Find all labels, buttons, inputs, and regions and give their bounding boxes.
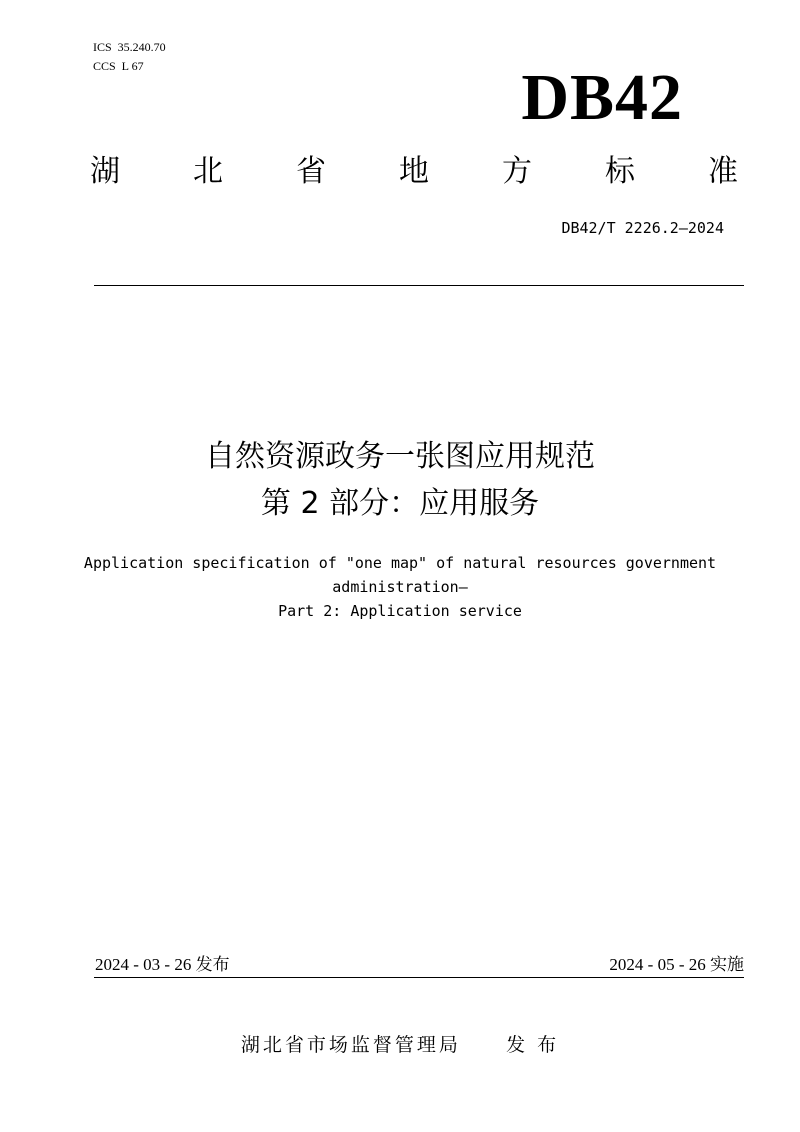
issue-date: 2024 - 03 - 26 发布 [95, 955, 230, 974]
ics-code: ICS 35.240.70 [93, 40, 166, 54]
standard-type-char: 省 [296, 154, 326, 189]
chinese-title-line-1: 自然资源政务一张图应用规范 [205, 439, 595, 474]
standard-number: DB42/T 2226.2—2024 [561, 219, 724, 237]
english-title-line-3: Part 2: Application service [278, 602, 522, 620]
standard-type-char: 标 [605, 154, 635, 189]
db42-logo: DB42 [521, 61, 683, 134]
footer-divider [94, 977, 744, 978]
standard-type-char: 方 [502, 154, 532, 189]
standard-type-heading [90, 152, 738, 192]
english-title-line-2: administration— [332, 578, 468, 596]
english-title-line-1: Application specification of "one map" of natural resources government [83, 554, 717, 572]
chinese-title-line-2: 第 2 部分：应用服务 [260, 486, 540, 521]
standard-type-char: 准 [708, 154, 738, 189]
standard-type-char: 湖 [90, 154, 120, 189]
standard-type-char: 北 [193, 154, 223, 189]
ccs-code: CCS L 67 [93, 59, 144, 73]
issuing-authority: 湖北省市场监督管理局 发 布 [240, 1034, 560, 1056]
classification-codes [93, 40, 166, 73]
english-title [0, 551, 800, 623]
standard-type-char: 地 [399, 154, 429, 189]
header-divider [94, 285, 744, 286]
implement-date: 2024 - 05 - 26 实施 [609, 955, 744, 974]
